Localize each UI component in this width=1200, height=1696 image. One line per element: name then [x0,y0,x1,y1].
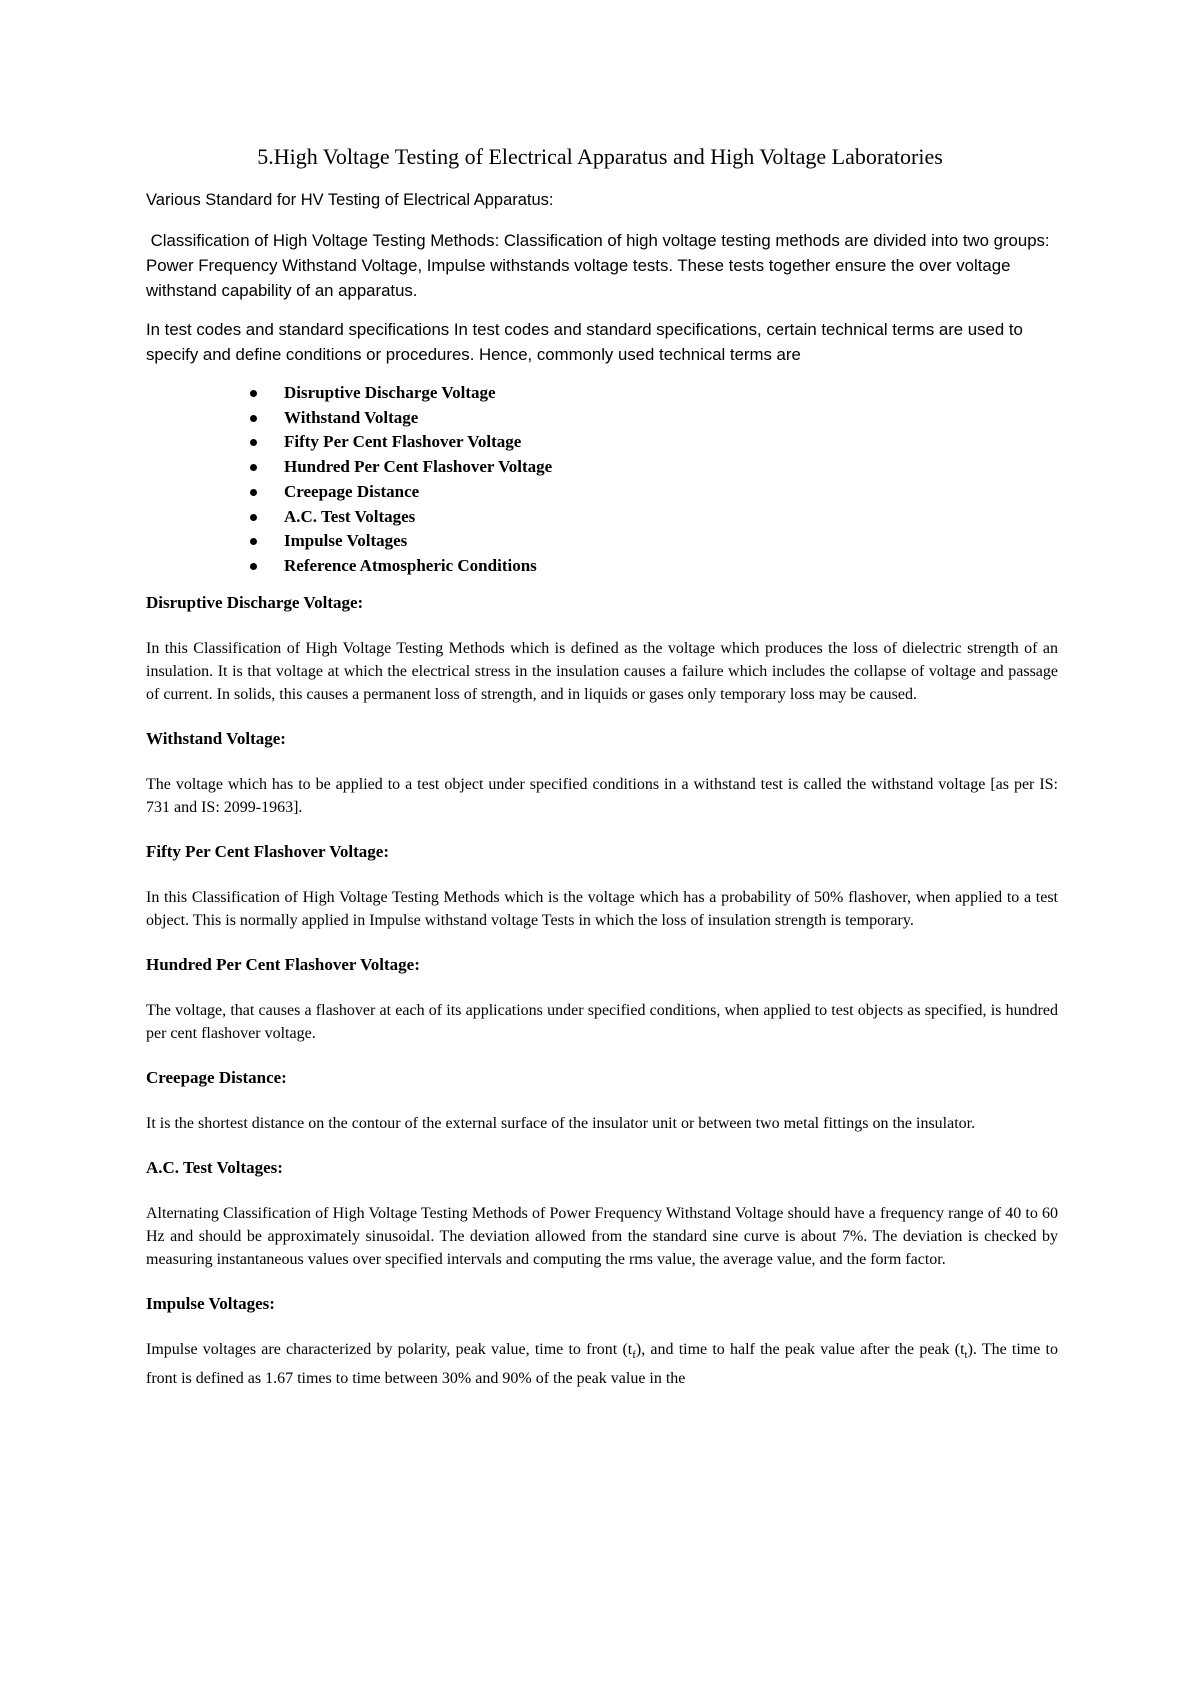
list-item: Reference Atmospheric Conditions [250,554,1162,579]
bullet-icon [250,464,257,471]
section-heading-impulse: Impulse Voltages: [146,1293,275,1313]
section-body-fifty: In this Classification of High Voltage Testing Methods which is the voltage which has a probability of 50% flashover, when applied to a test object. This is normally applied in Impulse withstand voltage Tests in which the loss of insulation strength is temporary. [146,888,1058,929]
intro-line: Various Standard for HV Testing of Electrical Apparatus: [146,191,554,209]
list-item: Impulse Voltages [250,529,1162,554]
list-item: Fifty Per Cent Flashover Voltage [250,430,1162,455]
page-title: 5.High Voltage Testing of Electrical Apparatus and High Voltage Laboratories [257,144,943,169]
bullet-icon [250,563,257,570]
list-item: Disruptive Discharge Voltage [250,381,1162,406]
section-heading-ac: A.C. Test Voltages: [146,1157,283,1177]
section-body-impulse: Impulse voltages are characterized by polarity, peak value, time to front $(t_f)$, and time to half the peak value after the peak $(t_t)$. The time to front is defined as 1.67 times to time between 30% and 90% of the peak value in the [146,1340,1058,1387]
section-body-ac: Alternating Classification of High Voltage Testing Methods of Power Frequency Withstand Voltage should have a frequency range of 40 to 60 Hz and should be approximately sinusoidal. The deviation allowed from the standard sine curve is about 7%. The deviation is checked by measuring instantaneous values over specified intervals and computing the rms value, the average value, and the form factor. [146,1204,1058,1268]
bullet-icon [250,538,257,545]
section-heading-disruptive: Disruptive Discharge Voltage: [146,592,364,612]
section-heading-withstand: Withstand Voltage: [146,728,286,748]
bullet-icon [250,439,257,446]
document-body [146,188,1058,1390]
bullet-icon [250,390,257,397]
list-item: A.C. Test Voltages [250,505,1162,530]
bullet-icon [250,514,257,521]
section-body-creepage: It is the shortest distance on the contour of the external surface of the insulator unit or between two metal fittings on the insulator. [146,1114,976,1132]
section-body-withstand: The voltage which has to be applied to a test object under specified conditions in a withstand test is called the withstand voltage [as per IS: 731 and IS: 2099-1963]. [146,775,1058,816]
bullet-icon [250,489,257,496]
terms-list [250,381,1162,579]
test-codes-paragraph: In test codes and standard specifications In test codes and standard specifications, certain technical terms are used to specify and define conditions or procedures. Hence, commonly used technical terms are [146,320,1023,364]
section-heading-creepage: Creepage Distance: [146,1067,287,1087]
list-item: Creepage Distance [250,480,1162,505]
section-heading-hundred: Hundred Per Cent Flashover Voltage: [146,954,420,974]
bullet-icon [250,415,257,422]
section-body-disruptive: In this Classification of High Voltage Testing Methods which is defined as the voltage which produces the loss of dielectric strength of an insulation. It is that voltage at which the electrical stress in the insulation causes a failure which includes the collapse of voltage and passage of current. In solids, this causes a permanent loss of strength, and in liquids or gases only temporary loss may be caused. [146,639,1058,703]
classification-paragraph: Classification of High Voltage Testing Methods: Classification of high voltage testing methods are divided into two groups: Power Frequency Withstand Voltage, Impulse withstands voltage tests. These tests together ensure the over voltage withstand capability of an apparatus. [146,231,1055,300]
list-item: Withstand Voltage [250,406,1162,431]
section-body-hundred: The voltage, that causes a flashover at each of its applications under specified conditions, when applied to test objects as specified, is hundred per cent flashover voltage. [146,1001,1058,1042]
list-item: Hundred Per Cent Flashover Voltage [250,455,1162,480]
section-heading-fifty: Fifty Per Cent Flashover Voltage: [146,841,389,861]
